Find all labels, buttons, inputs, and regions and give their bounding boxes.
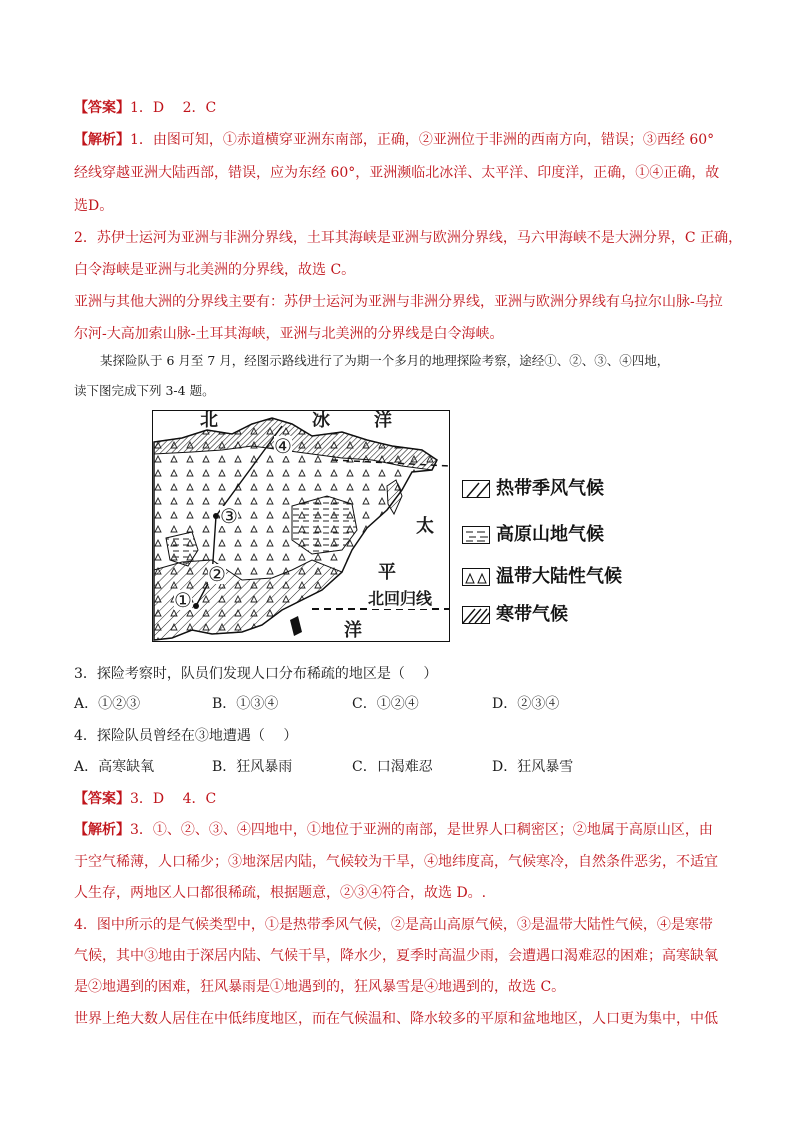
answer-label: 【答案】 [74,791,130,807]
option-c: C．①②④ [352,696,419,712]
analysis-line: 白令海峡是亚洲与北美洲的分界线，故选 C。 [74,262,356,278]
map-label-ocean-bottom: 洋 [344,620,362,641]
analysis-line: 气候，其中③地由于深居内陆、气候干旱，降水少，夏季时高温少雨，会遭遇口渴难忍的困难；高寒缺氧 [74,948,718,964]
map-point-4: ④ [274,434,292,458]
intro-line: 读下图完成下列 3-4 题。 [74,383,215,398]
option-b: B．狂风暴雨 [212,759,293,775]
answer-text: 3．D 4．C [130,791,217,807]
legend-item [462,524,662,548]
answer-text: 1．D 2．C [130,100,217,116]
map-label-north: 北 [200,410,218,431]
intro-line: 某探险队于 6 月至 7 月，经图示路线进行了为期一个多月的地理探险考察，途经①、②、③、④四地， [100,353,670,368]
answer-label: 【答案】 [74,100,130,116]
analysis-label: 【解析】 [74,822,130,838]
legend-item [462,478,662,502]
option-a: A．高寒缺氧 [74,759,155,775]
legend-swatch-highland [462,526,490,544]
map-point-3: ③ [220,504,238,528]
map-label-ice: 冰 [312,410,330,431]
analysis-line: 亚洲与其他大洲的分界线主要有：苏伊士运河为亚洲与非洲分界线，亚洲与欧洲分界线有乌拉尔山脉-乌拉 [74,294,723,310]
analysis-label: 【解析】 [74,132,130,148]
question-4-stem: 4．探险队员曾经在③地遭遇（ ） [74,728,298,744]
analysis-line: 经线穿越亚洲大陆西部，错误，应为东经 60°，亚洲濒临北冰洋、太平洋、印度洋，正确，①④正确，故 [74,165,720,181]
map-label-tropic: 北回归线 [368,586,432,609]
analysis-line [74,820,724,840]
answer-line-2 [74,789,724,809]
question-3-stem: 3．探险考察时，队员们发现人口分布稀疏的地区是（ ） [74,666,438,682]
option-d: D．狂风暴雪 [492,759,574,775]
analysis-line: 2．苏伊士运河为亚洲与非洲分界线，土耳其海峡是亚洲与欧洲分界线，马六甲海峡不是大洲分界，C 正确， [74,230,743,246]
option-d: D．②③④ [492,696,560,712]
legend-item [462,566,662,590]
legend-label: 热带季风气候 [496,478,604,499]
analysis-line: 世界上绝大数人居住在中低纬度地区，而在气候温和、降水较多的平原和盆地地区，人口更为集中，中低 [74,1011,718,1027]
map-label-ocean-top: 洋 [374,410,392,431]
analysis-line: 于空气稀薄，人口稀少；③地深居内陆，气候较为干旱，④地纬度高，气候寒冷，自然条件恶劣，不适宜 [74,854,718,870]
analysis-line: 是②地遇到的困难，狂风暴雨是①地遇到的，狂风暴雪是④地遇到的，故选 C。 [74,979,566,995]
legend-swatch-tropical [462,480,490,498]
climate-map [152,410,450,642]
legend-swatch-temperate [462,568,490,586]
map-label-ping: 平 [378,562,396,583]
map-label-tai: 太 [416,516,434,537]
option-b: B．①③④ [212,696,279,712]
option-c: C．口渴难忍 [352,759,433,775]
analysis-text: 1．由图可知，①赤道横穿亚洲东南部，正确，②亚洲位于非洲的西南方向，错误；③西经 60° [130,132,715,148]
map-point-2: ② [208,562,226,586]
legend-label: 温带大陆性气候 [496,566,622,587]
analysis-text: 3．①、②、③、④四地中，①地位于亚洲的南部，是世界人口稠密区；②地属于高原山区，由 [130,822,713,838]
legend-label: 高原山地气候 [496,524,604,545]
analysis-line: 4．图中所示的是气候类型中，①是热带季风气候，②是高山高原气候，③是温带大陆性气候，④是寒带 [74,917,713,933]
answer-line-1 [74,98,724,118]
analysis-line: 尔河-大高加索山脉-土耳其海峡，亚洲与北美洲的分界线是白令海峡。 [74,326,504,342]
option-a: A．①②③ [74,696,141,712]
legend-item [462,604,662,628]
analysis-line: 人生存，两地区人口都很稀疏，根据题意，②③④符合，故选 D。. [74,885,487,901]
analysis-line: 选D。 [74,198,114,214]
map-point-1: ① [174,588,192,612]
analysis-line [74,130,724,150]
legend-swatch-polar [462,606,490,624]
legend-label: 寒带气候 [496,604,568,625]
